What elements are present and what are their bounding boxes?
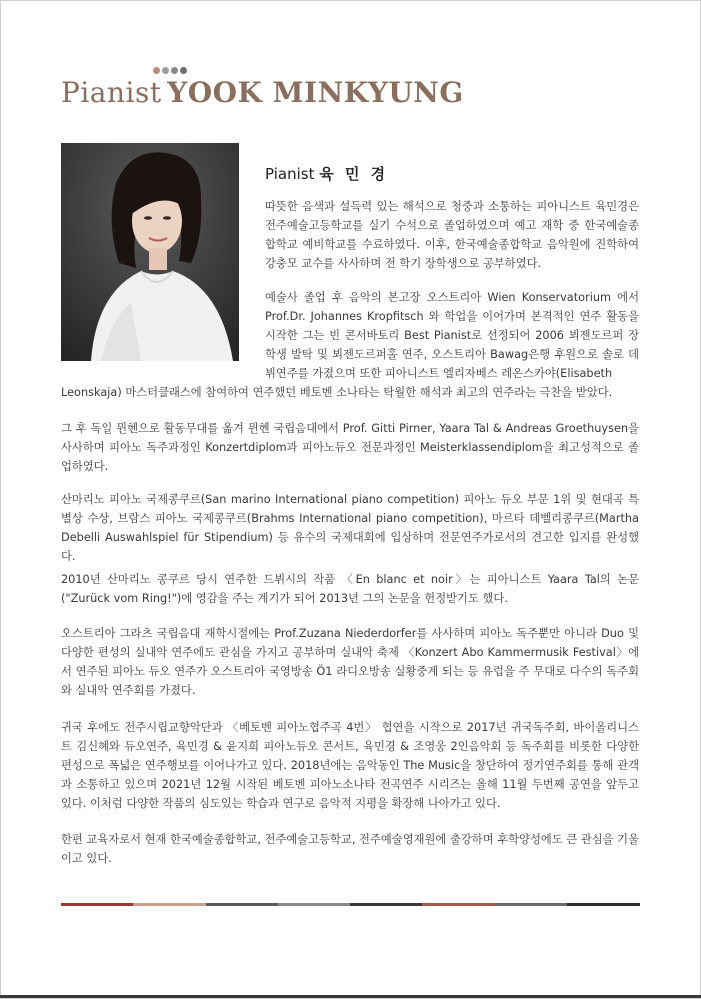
- footer-bar-segment: [495, 903, 568, 906]
- footer-bar-segment: [278, 903, 351, 906]
- bio-paragraph-munich: 그 후 독일 뮌헨으로 활동무대를 옮겨 뮌헨 국립음대에서 Prof. Gitti Pirner, Yaara Tal & Andreas Groethuysen을 사사하며 피아노 독주과정인 Konzertdiplom과 피아노듀오 전문과정인 Meisterklassendiplom을 최고성적으로 졸업하였다.: [61, 422, 639, 473]
- bio-title-prefix: Pianist: [265, 165, 315, 183]
- portrait-photo: [61, 143, 239, 361]
- footer-bar-segment: [567, 903, 640, 906]
- header-title: [61, 76, 464, 109]
- bio-paragraph-korea: 귀국 후에도 전주시립교향악단과 〈베토벤 피아노협주곡 4번〉 협연을 시작으로 2017년 귀국독주회, 바이올리니스트 김신혜와 듀오연주, 육민경 & 윤지희 피아노듀오 콘서트, 육민경 & 조영웅 2인음악회 등 독주회를 비롯한 다양한 편성으로 폭넓은 연주행보를 이어나가고 있다. 2018년에는 음악동인 The Music을 창단하여 정기연주회를 통해 관객과 소통하고 있으며 2021년 12월 시작된 베토벤 피아노소나타 전곡연주 시리즈는 올해 11월 두번째 공연을 앞두고 있다. 이처럼 다양한 작품의 심도있는 학습과 연구로 음악적 지평을 확장해 나아가고 있다.: [61, 721, 639, 810]
- dot-3: [171, 67, 178, 74]
- footer-bar-segment: [206, 903, 279, 906]
- header-name: YOOK MINKYUNG: [167, 76, 464, 109]
- bio-paragraph-teaching: 한편 교육자로서 현재 한국예술종합학교, 전주예술고등학교, 전주예술영재원에 출강하며 후학양성에도 큰 관심을 기울이고 있다.: [61, 833, 639, 865]
- footer-bar-segment: [422, 903, 495, 906]
- footer-color-bar: [61, 903, 639, 906]
- bio-paragraph-graz: 오스트리아 그라츠 국립음대 재학시절에는 Prof.Zuzana Niederdorfer를 사사하며 피아노 독주뿐만 아니라 Duo 및 다양한 편성의 실내악 연주에도 관심을 가지고 공부하며 실내악 축제 〈Konzert Abo Kammermusik Festival〉에서 연주된 피아노 듀오 연주가 오스트리아 국영방송 Ö1 라디오방송 실황중계 되는 등 유럽을 주 무대로 다수의 독주회와 실내악 연주회를 가졌다.: [61, 627, 639, 697]
- bio-paragraph-thesis: 2010년 산마리노 콩쿠르 당시 연주한 드뷔시의 작품 〈En blanc et noir〉는 피아니스트 Yaara Tal의 논문 ("Zurück vom Ring!")에 영감을 주는 계기가 되어 2013년 그의 논문을 헌정받기도 했다.: [61, 573, 639, 605]
- portrait-illustration: [61, 143, 239, 361]
- bottom-border-line: [0, 995, 701, 998]
- bio-title: [265, 163, 388, 184]
- footer-bar-segment: [133, 903, 206, 906]
- dot-2: [162, 67, 169, 74]
- bio-paragraph-vienna-continued: Leonskaja) 마스터클래스에 참여하여 연주했던 베토벤 소나타는 탁월한 해석과 최고의 연주라는 극찬을 받았다.: [61, 386, 613, 399]
- dot-1: [153, 67, 160, 74]
- bio-paragraph-vienna: 예술사 졸업 후 음악의 본고장 오스트리아 Wien Konservatorium 에서 Prof.Dr. Johannes Kropfitsch 와 학업을 이어가며 본격적인 연주 활동을 시작한 그는 빈 콘서바토리 Best Pianist로 선정되어 2006 뵈젠도르퍼 장학생 발탁 및 뵈젠도르퍼홀 연주, 오스트리아 Bawag은행 후원으로 솔로 데뷔연주를 가졌으며 또한 피아니스트 엘리자베스 레온스카야(Elisabeth: [265, 291, 639, 380]
- bio-paragraph-competitions: 산마리노 피아노 국제콩쿠르(San marino International piano competition) 피아노 듀오 부문 1위 및 현대곡 특별상 수상, 브람스 피아노 국제콩쿠르(Brahms International piano competition), 마르타 데벨리콩쿠르(Martha Debelli Auswahlspiel für Stipendium) 등 유수의 국제대회에 입상하며 전문연주가로서의 견고한 입지를 완성했다.: [61, 493, 639, 563]
- bio-paragraph-education: 따뜻한 음색과 설득력 있는 해석으로 청중과 소통하는 피아니스트 육민경은 전주예술고등학교를 실기 수석으로 졸업하였으며 예고 재학 중 한국예술종합학교 예비학교를 수료하였다. 이후, 한국예술종합학교 음악원에 진학하여 강충모 교수를 사사하며 전 학기 장학생으로 공부하였다.: [265, 200, 639, 270]
- dot-4: [180, 67, 187, 74]
- bio-title-name: 육 민 경: [319, 165, 389, 183]
- footer-bar-segment: [350, 903, 423, 906]
- header-pianist-label: Pianist: [61, 76, 162, 109]
- footer-bar-segment: [61, 903, 134, 906]
